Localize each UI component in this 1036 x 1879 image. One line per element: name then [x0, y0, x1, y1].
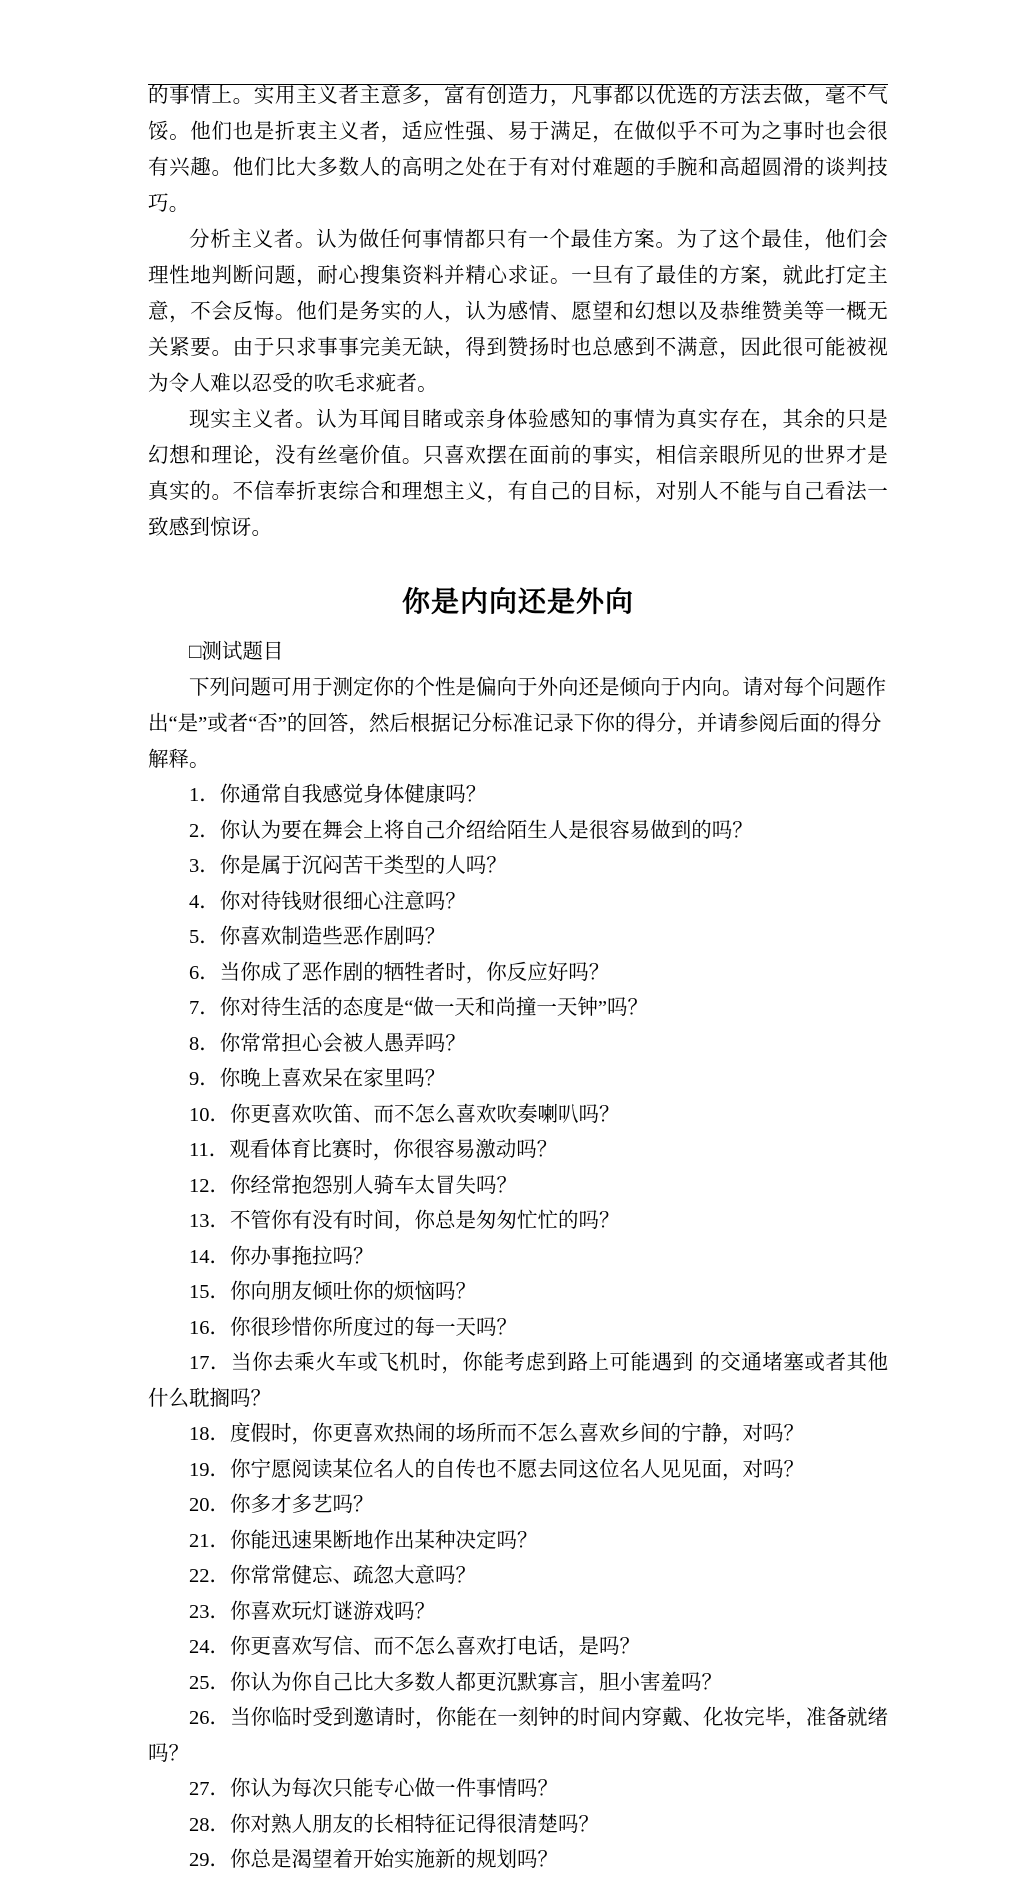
test-instructions: 下列问题可用于测定你的个性是偏向于外向还是倾向于内向。请对每个问题作出“是”或者“否”的回答，然后根据记分标准记录下你的得分，并请参阅后面的得分解释。 — [148, 677, 886, 771]
list-item: 9．你晚上喜欢呆在家里吗？ — [189, 1068, 446, 1090]
list-item: 5．你喜欢制造些恶作剧吗？ — [189, 926, 446, 948]
list-item: 19．你宁愿阅读某位名人的自传也不愿去同这位名人见见面，对吗？ — [189, 1458, 804, 1481]
list-item: 3．你是属于沉闷苦干类型的人吗？ — [189, 855, 507, 877]
list-item: 6．当你成了恶作剧的牺牲者时，你反应好吗？ — [189, 961, 610, 984]
list-item: 27．你认为每次只能专心做一件事情吗？ — [189, 1778, 558, 1800]
list-item: 23．你喜欢玩灯谜游戏吗？ — [189, 1600, 435, 1623]
list-item: 26．当你临时受到邀请时，你能在一刻钟的时间内穿戴、化妆完毕，准备就绪吗？ — [148, 1707, 888, 1765]
list-item: 15．你向朋友倾吐你的烦恼吗？ — [189, 1281, 476, 1303]
header-rule — [148, 84, 888, 85]
list-item: 25．你认为你自己比大多数人都更沉默寡言，胆小害羞吗？ — [189, 1671, 722, 1694]
list-item: 24．你更喜欢写信、而不怎么喜欢打电话，是吗？ — [189, 1636, 640, 1658]
list-item: 18．度假时，你更喜欢热闹的场所而不怎么喜欢乡间的宁静，对吗？ — [189, 1423, 804, 1445]
list-item: 7．你对待生活的态度是“做一天和尚撞一天钟”吗？ — [189, 997, 648, 1019]
paragraph-analyst: 分析主义者。认为做任何事情都只有一个最佳方案。为了这个最佳，他们会理性地判断问题，耐心搜集资料并精心求证。一旦有了最佳的方案，就此打定主意，不会反悔。他们是务实的人，认为感情、愿望和幻想以及恭维赞美等一概无关紧要。由于只求事事完美无缺，得到赞扬时也总感到不满意，因此很可能被视为令人难以忍受的吹毛求疵者。 — [148, 229, 888, 395]
list-item: 11．观看体育比赛时，你很容易激动吗？ — [189, 1139, 558, 1161]
paragraph-continued: 的事情上。实用主义者主意多，富有创造力，凡事都以优选的方法去做，毫不气馁。他们也是折衷主义者，适应性强、易于满足，在做似乎不可为之事时也会很有兴趣。他们比大多数人的高明之处在于有对付难题的手腕和高超圆滑的谈判技巧。 — [148, 85, 888, 215]
list-item: 4．你对待钱财很细心注意吗？ — [189, 890, 466, 913]
list-item: 10．你更喜欢吹笛、而不怎么喜欢吹奏喇叭吗？ — [189, 1103, 620, 1126]
list-item: 16．你很珍惜你所度过的每一天吗？ — [189, 1316, 517, 1339]
list-item: 2．你认为要在舞会上将自己介绍给陌生人是很容易做到的吗？ — [189, 819, 753, 842]
section-title: 你是内向还是外向 — [401, 587, 634, 618]
list-item: 22．你常常健忘、疏忽大意吗？ — [189, 1565, 476, 1587]
list-item: 28．你对熟人朋友的长相特征记得很清楚吗？ — [189, 1813, 599, 1836]
list-item: 13．不管你有没有时间，你总是匆匆忙忙的吗？ — [189, 1210, 620, 1232]
list-item: 17．当你去乘火车或飞机时，你能考虑到路上可能遇到 的交通堵塞或者其他什么耽搁吗？ — [148, 1352, 888, 1410]
body-text-block — [148, 78, 888, 546]
paragraph-realist: 现实主义者。认为耳闻目睹或亲身体验感知的事情为真实存在，其余的只是幻想和理论，没有丝毫价值。只喜欢摆在面前的事实，相信亲眼所见的世界才是真实的。不信奉折衷综合和理想主义，有自己的目标，对别人不能与自己看法一致感到惊讶。 — [148, 409, 888, 539]
list-item: 20．你多才多艺吗？ — [189, 1494, 374, 1516]
list-item: 14．你办事拖拉吗？ — [189, 1245, 374, 1268]
subsection-heading: □测试题目 — [189, 641, 284, 663]
list-item: 29．你总是渴望着开始实施新的规划吗？ — [189, 1849, 558, 1871]
list-item: 1．你通常自我感觉身体健康吗？ — [189, 784, 487, 806]
list-item: 12．你经常抱怨别人骑车太冒失吗？ — [189, 1174, 517, 1197]
list-item: 21．你能迅速果断地作出某种决定吗？ — [189, 1529, 538, 1552]
question-list — [148, 778, 888, 1879]
list-item: 8．你常常担心会被人愚弄吗？ — [189, 1032, 466, 1055]
